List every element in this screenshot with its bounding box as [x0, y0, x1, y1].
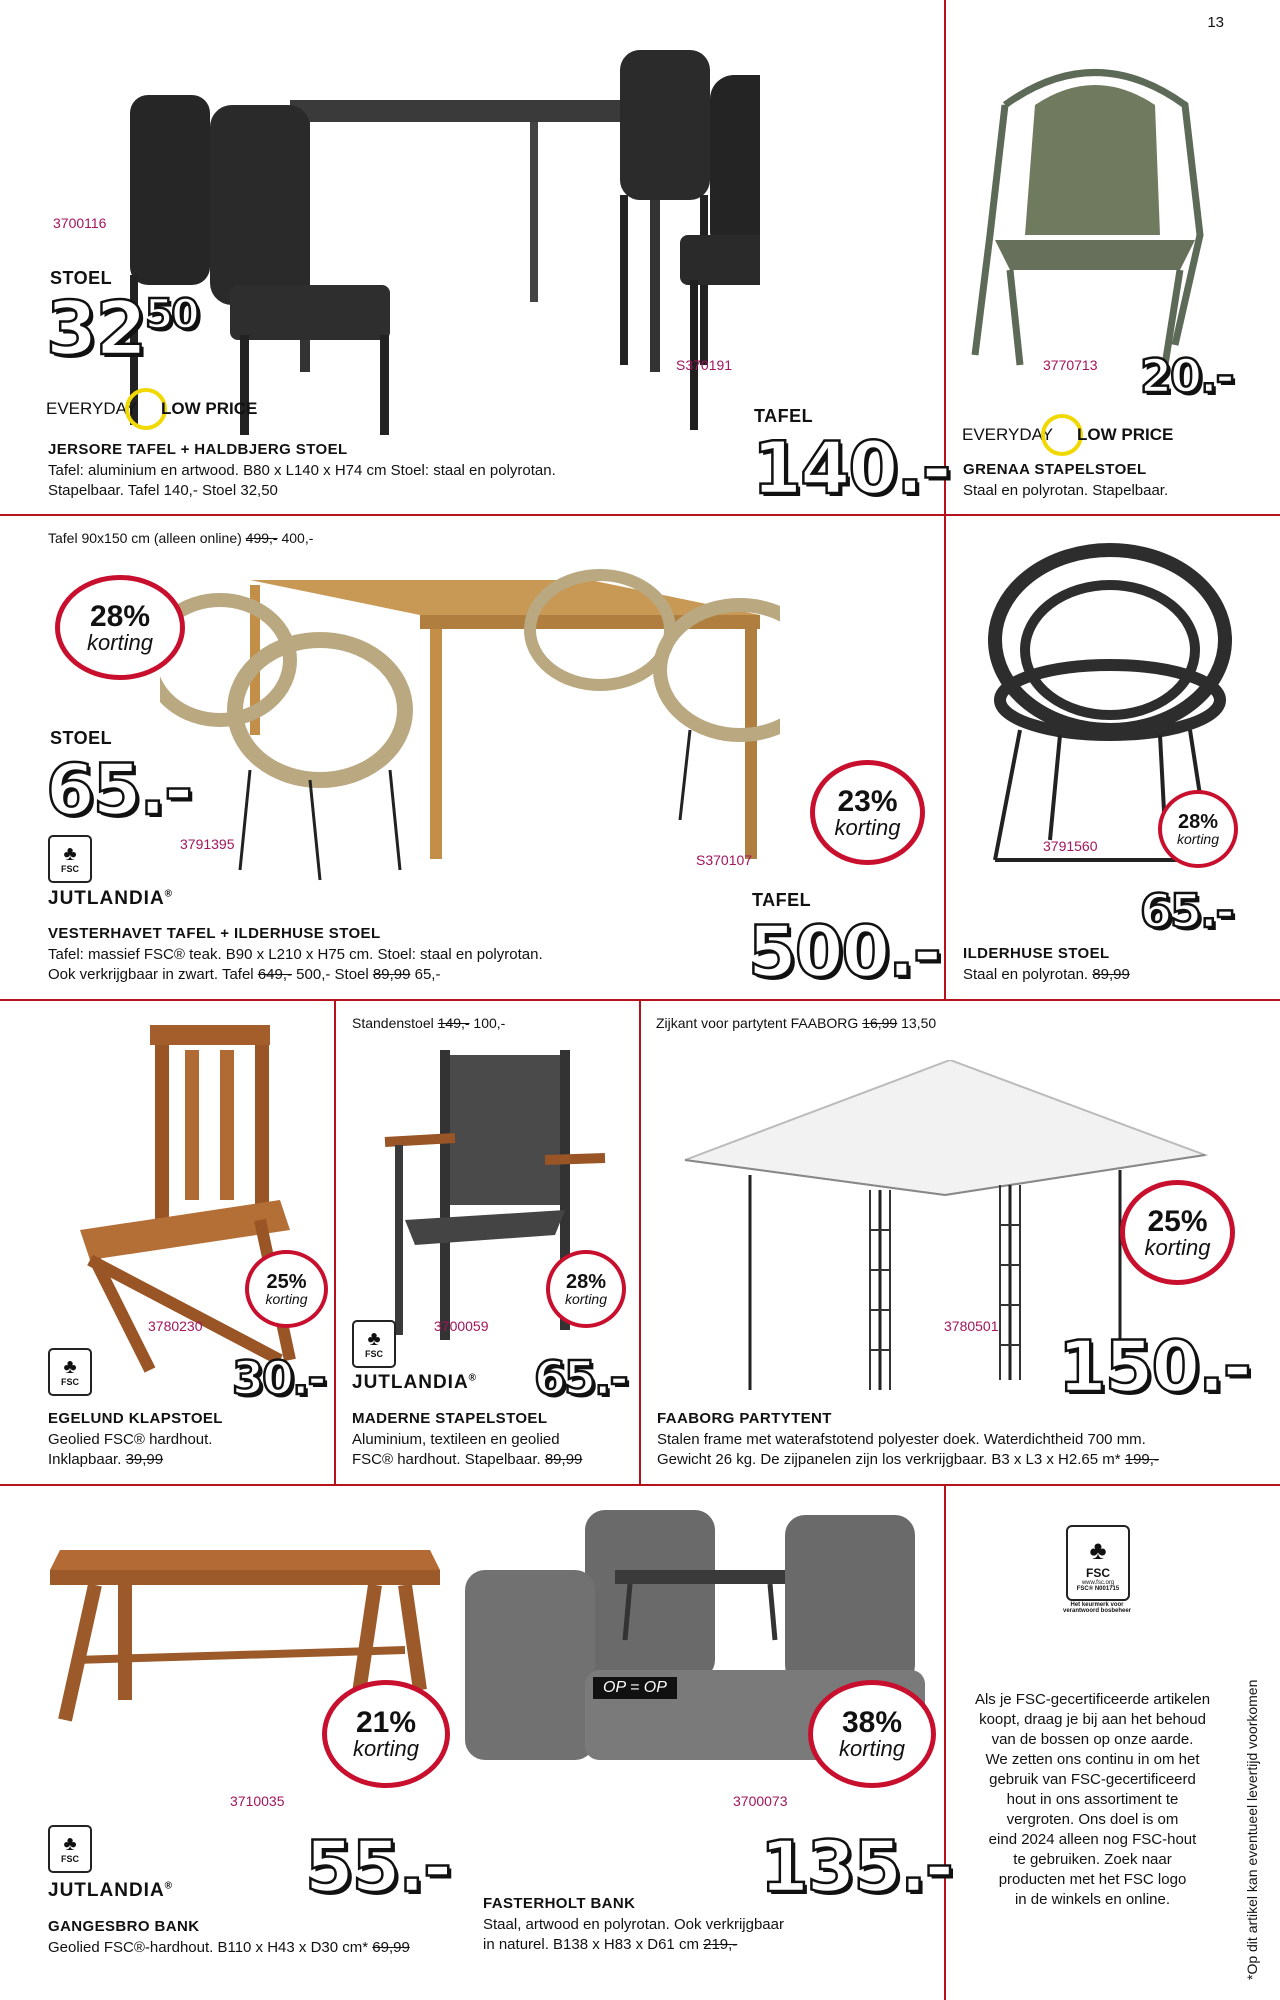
teak-table-chairs-image [160, 560, 780, 900]
tree-icon: ♣ [63, 1356, 77, 1378]
fsc-tagline: Het keurmerk voor verantwoord bosbeheer [1062, 1602, 1131, 1614]
online-note: Tafel 90x150 cm (alleen online) 499,- 400,- [48, 530, 314, 546]
product-desc: Geolied FSC® hardhout. [48, 1431, 213, 1448]
stacking-chair-image [965, 45, 1215, 375]
discount-bubble: 25% korting [245, 1250, 328, 1328]
tree-icon: ♣ [1089, 1534, 1107, 1565]
discount-bubble: 28% korting [55, 575, 185, 680]
brand-logo: JUTLANDIA® [352, 1372, 478, 1393]
product-desc: Geolied FSC®-hardhout. B110 x H43 x D30 cm* 69,99 [48, 1939, 410, 1956]
fsc-logo: ♣ FSC [352, 1320, 396, 1368]
chair-label: STOEL [50, 268, 113, 288]
price: 65.- [534, 1351, 627, 1405]
divider [0, 514, 1280, 516]
fsc-info-text [955, 1690, 1230, 1910]
product-title: VESTERHAVET TAFEL + ILDERHUSE STOEL [48, 925, 381, 942]
sku-chair: 3700116 [53, 215, 107, 231]
brand-logo: JUTLANDIA® [48, 1880, 174, 1901]
online-note: Zijkant voor partytent FAABORG 16,99 13,50 [656, 1015, 937, 1031]
product-desc: Ook verkrijgbaar in zwart. Tafel 649,- 500,- Stoel 89,99 65,- [48, 966, 441, 983]
page-number: 13 [1207, 14, 1224, 31]
product-desc: Staal en polyrotan. 89,99 [963, 966, 1130, 983]
price: 150.- [1058, 1326, 1250, 1408]
brand-logo: JUTLANDIA® [48, 888, 174, 909]
fsc-info-line: Als je FSC-gecertificeerde artikelen [974, 1691, 1211, 1708]
fsc-logo: ♣ FSC [48, 1825, 92, 1873]
product-title: JERSORE TAFEL + HALDBJERG STOEL [48, 441, 348, 458]
price: 55.- [305, 1826, 451, 1908]
discount-bubble: 25% korting [1120, 1180, 1235, 1285]
product-desc: Gewicht 26 kg. De zijpanelen zijn los verkrijgbaar. B3 x L3 x H2.65 m* 199,- [657, 1451, 1159, 1468]
product-desc: Tafel: aluminium en artwood. B80 x L140 x H74 cm Stoel: staal en polyrotan. [48, 462, 556, 479]
table-chairs-image [120, 45, 760, 435]
discount-bubble: 21% korting [322, 1680, 450, 1788]
price: 20.- [1140, 349, 1233, 403]
delivery-disclaimer: *Op dit artikel kan eventueel levertijd voorkomen [1244, 1679, 1260, 1980]
product-desc: in naturel. B138 x H83 x D61 cm 219,- [483, 1936, 738, 1953]
fsc-info-line: te gebruiken. Zoek naar [1013, 1851, 1172, 1868]
tree-icon: ♣ [63, 1833, 77, 1855]
tree-icon: ♣ [63, 843, 77, 865]
sku: 3700059 [434, 1318, 489, 1334]
product-title: MADERNE STAPELSTOEL [352, 1410, 548, 1427]
price: 135.- [760, 1826, 952, 1908]
fsc-info-line: in de winkels en online. [1014, 1891, 1171, 1908]
discount-bubble: 38% korting [808, 1680, 936, 1788]
product-desc: Aluminium, textileen en geolied [352, 1431, 560, 1448]
fsc-info-line: producten met het FSC logo [998, 1871, 1187, 1888]
fsc-info-line: eind 2024 alleen nog FSC-hout [988, 1831, 1197, 1848]
sku: 3791560 [1043, 838, 1098, 854]
sku: 3770713 [1043, 357, 1098, 373]
fsc-info-line: hout in ons assortiment te [1006, 1791, 1179, 1808]
fsc-info-line: We zetten ons continu in om het [985, 1751, 1200, 1768]
product-desc: FSC® hardhout. Stapelbaar. 89,99 [352, 1451, 583, 1468]
op-is-op-badge: OP = OP [593, 1677, 677, 1699]
fsc-logo: ♣ FSC [48, 1348, 92, 1396]
sku-table: S370191 [676, 357, 733, 373]
chair-price: $32^{50}$ [46, 286, 198, 372]
product-title: GRENAA STAPELSTOEL [963, 461, 1147, 478]
table-price: 500.- [748, 911, 940, 993]
sku: 3780230 [148, 1318, 203, 1334]
discount-bubble: 23% korting [810, 760, 925, 865]
divider [944, 515, 946, 1000]
sku: 3710035 [230, 1793, 285, 1809]
sku: 3780501 [944, 1318, 999, 1334]
divider [0, 1484, 1280, 1486]
product-title: FAABORG PARTYTENT [657, 1410, 832, 1427]
price: 30.- [232, 1351, 325, 1405]
chair-label: STOEL [50, 728, 113, 748]
everyday-low-price-logo: EVERYDAY LOW PRICE [46, 388, 257, 430]
sku-chair: 3791395 [180, 836, 235, 852]
product-desc: Staal en polyrotan. Stapelbaar. [963, 482, 1169, 499]
fsc-info-line: van de bossen op onze aarde. [991, 1731, 1194, 1748]
price: 65.- [1140, 884, 1233, 938]
product-desc: Inklapbaar. 39,99 [48, 1451, 164, 1468]
product-title: FASTERHOLT BANK [483, 1895, 636, 1912]
product-desc: Staal, artwood en polyrotan. Ook verkrijgbaar [483, 1916, 784, 1933]
fsc-info-line: vergroten. Ons doel is om [1006, 1811, 1179, 1828]
tree-icon: ♣ [367, 1328, 381, 1350]
product-desc: Stalen frame met waterafstotend polyester doek. Waterdichtheid 700 mm. [657, 1431, 1146, 1448]
discount-bubble: 28% korting [546, 1250, 626, 1328]
divider [334, 1000, 336, 1485]
online-note: Standenstoel 149,- 100,- [352, 1015, 506, 1031]
table-price: 140.- [752, 426, 950, 510]
product-title: EGELUND KLAPSTOEL [48, 1410, 223, 1427]
sku: 3700073 [733, 1793, 788, 1809]
product-desc: Stapelbaar. Tafel 140,- Stoel 32,50 [48, 482, 278, 499]
product-desc: Tafel: massief FSC® teak. B90 x L210 x H75 cm. Stoel: staal en polyrotan. [48, 946, 543, 963]
everyday-low-price-logo: EVERYDAY LOW PRICE [962, 414, 1173, 456]
product-title: ILDERHUSE STOEL [963, 945, 1110, 962]
table-label: TAFEL [754, 406, 814, 426]
fsc-logo: ♣ FSC [48, 835, 92, 883]
table-label: TAFEL [752, 890, 812, 910]
fsc-certificate-logo: ♣ FSC www.fsc.org FSC® N001715 [1066, 1525, 1130, 1601]
fsc-info-line: koopt, draag je bij aan het behoud [979, 1711, 1206, 1728]
chair-price: 65.- [46, 749, 192, 831]
discount-bubble: 28% korting [1158, 790, 1238, 868]
product-title: GANGESBRO BANK [48, 1918, 200, 1935]
fsc-info-line: gebruik van FSC-gecertificeerd [989, 1771, 1196, 1788]
sku-table: S370107 [696, 852, 753, 868]
divider [639, 1000, 641, 1485]
